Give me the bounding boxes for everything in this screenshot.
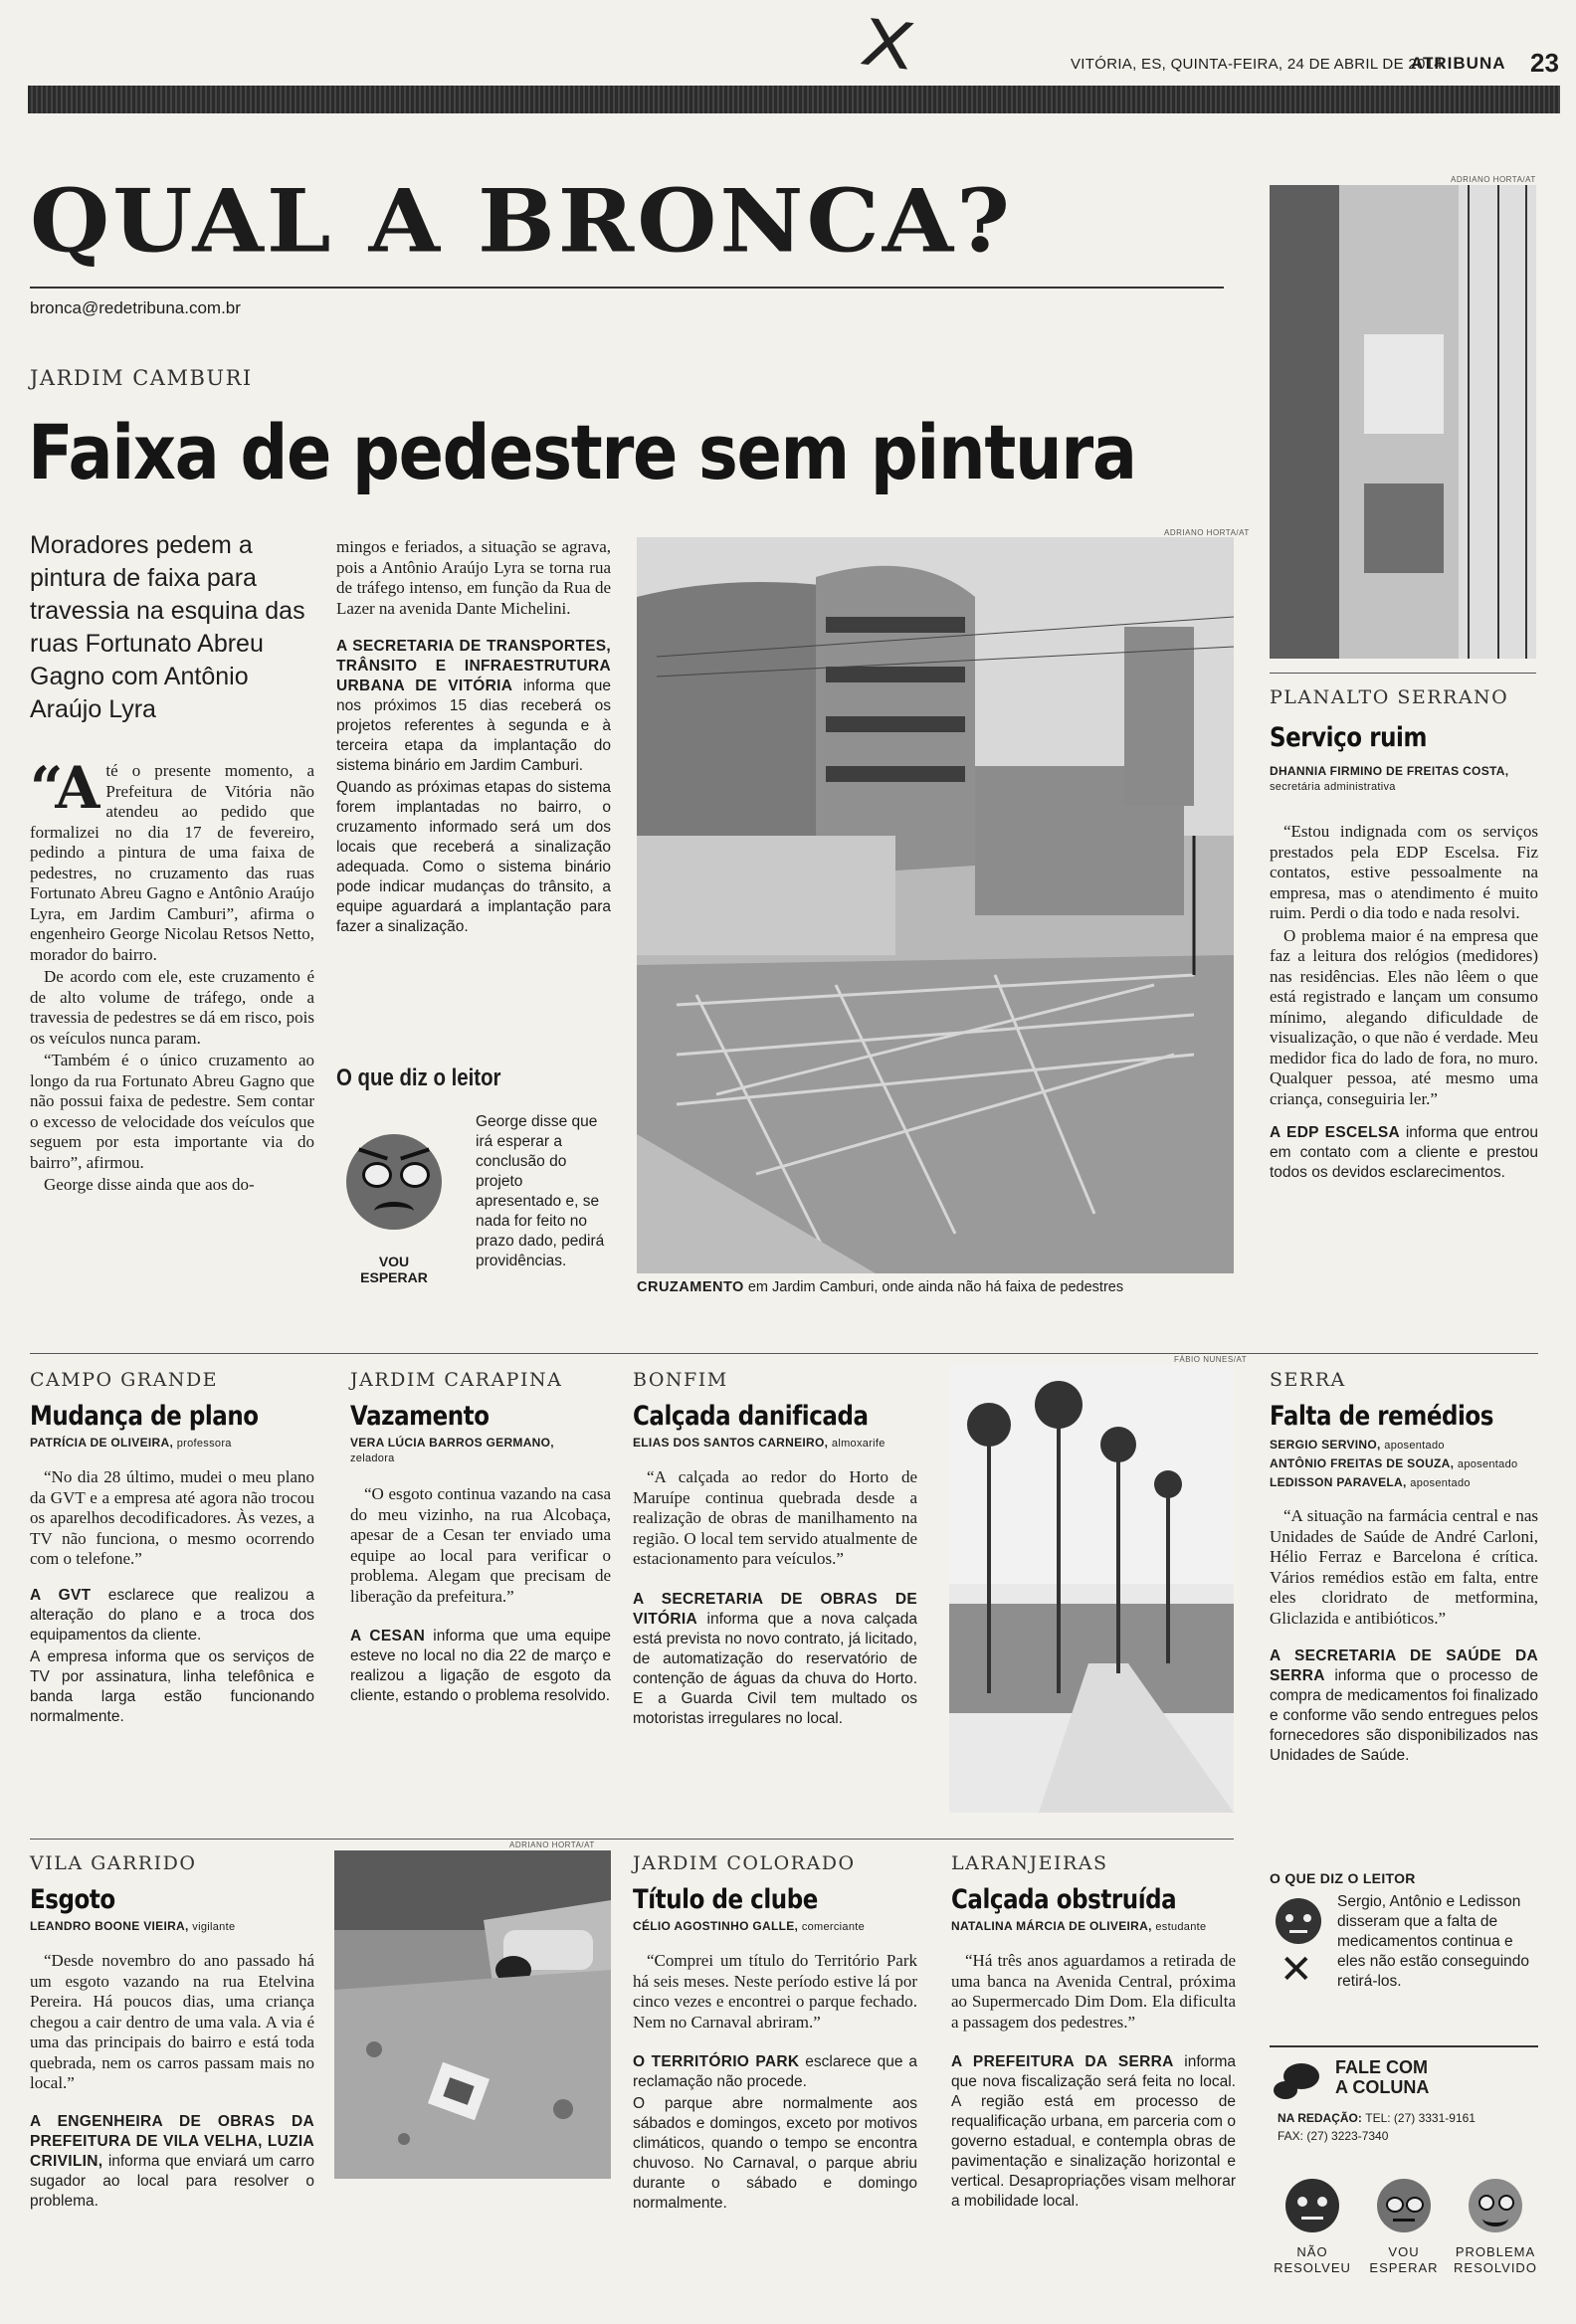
main-photo-credit: ADRIANO HORTA/AT — [1164, 528, 1250, 537]
bonfim-byline: ELIAS DOS SANTOS CARNEIRO, almoxarife — [633, 1436, 886, 1450]
section-rule — [30, 287, 1224, 289]
handwritten-mark: X — [855, 6, 920, 86]
legend — [1270, 2179, 1538, 2298]
main-col1: “Até o presente momento, a Prefeitura de Vitória não atendeu ao pedido que formalizei no dia 17 de fevereiro, pedindo a pintura de uma faixa de pedestres, no cruzamento das ruas Fortunato Abreu Gagno e Antônio Araújo Lyra, em Jardim Camburi”, afirma o engenheiro George Nicolau Retsos Netto, morador do bairro. De acordo com ele, este cruzamento é de alto volume de tráfego, onde a travessia de pedestres se dá em risco, pois os veículos nunca param. “Também é o único cruzamento ao longo da rua Fortunato Abreu Gagno que não possui faixa de pedestre. Sem contar o excesso de velocidade dos veículos que seguem por esta importante via do bairro”, afirmou. George disse ainda que aos do- — [30, 754, 314, 1194]
bonfim-story: BONFIM Calçada danificada ELIAS DOS SANTOS CARNEIRO, almoxarife “A calçada ao redor do Horto de Maruípe continua quebrada desde a realização de obras de manilhamento na região. O local tem servido atualmente de estacionamento para veículos.” A SECRETARIA DE OBRAS DE VITÓRIA informa que a nova calçada está prevista no novo contrato, já licitado, de automatização do reservatório de contenção de águas da chuva do Horto. E a Guarda Civil tem multado os motoristas irregulares no local. — [633, 1369, 917, 1727]
main-photo — [637, 537, 1234, 1273]
jardim-colorado-story: JARDIM COLORADO Título de clube CÉLIO AGOSTINHO GALLE, comerciante “Comprei um título do Território Park há seis meses. Neste período estive lá por cinco vezes e encontrei o parque fechado. Nem no Carnaval abriram.” O TERRITÓRIO PARK esclarece que a reclamação não procede. O parque abre normalmente aos sábados e domingos, exceto por motivos climáticos, quando o tempo se encontra chuvoso. No Carnaval, o parque abriu durante o sábado e domingo normalmente. — [633, 1852, 917, 2212]
planalto-byline: DHANNIA FIRMINO DE FREITAS COSTA, secretária administrativa — [1270, 764, 1509, 793]
jardim-carapina-byline: VERA LÚCIA BARROS GERMANO, zeladora — [350, 1436, 554, 1464]
intersection-photo — [637, 537, 1234, 1273]
cross-icon: ✕ — [1280, 1947, 1313, 1993]
reader-badge: VOU ESPERAR — [360, 1254, 428, 1285]
reader-title: O que diz o leitor — [336, 1065, 501, 1091]
jardim-colorado-title: Título de clube — [633, 1884, 818, 1915]
planalto-photo-credit: ADRIANO HORTA/AT — [1451, 175, 1536, 184]
legend-label-0: NÃO RESOLVEU — [1274, 2244, 1351, 2275]
main-headline: Faixa de pedestre sem pintura — [28, 408, 1136, 496]
laranjeiras-title: Calçada obstruída — [951, 1884, 1177, 1915]
serra-kicker: SERRA — [1270, 1369, 1346, 1391]
jardim-carapina-story: JARDIM CARAPINA Vazamento VERA LÚCIA BARROS GERMANO, zeladora “O esgoto continua vazando na casa do meu vizinho, na rua Alcobaça, apesar de a Cesan ter enviado uma equipe ao local para verificar o problema. Alegam que precisam de liberação da prefeitura.” A CESAN informa que uma equipe esteve no local no dia 22 de março e realizou a ligação de esgoto da cliente, estando o problema resolvido. — [350, 1369, 611, 1704]
laranjeiras-byline: NATALINA MÁRCIA DE OLIVEIRA, estudante — [951, 1919, 1207, 1933]
vila-garrido-kicker: VILA GARRIDO — [30, 1852, 197, 1874]
serra-reader-title: O QUE DIZ O LEITOR — [1270, 1870, 1416, 1886]
bonfim-kicker: BONFIM — [633, 1369, 728, 1391]
waiting-face-icon — [346, 1134, 442, 1230]
vila-garrido-byline: LEANDRO BOONE VIEIRA, vigilante — [30, 1919, 236, 1933]
planalto-body: “Estou indignada com os serviços prestados pela EDP Escelsa. Fiz contatos, estive pessoalmente na empresa, mas o atendimento é muito ruim. Perdi o dia todo e nada resolvi. O problema maior é na empresa que faz a leitura dos relógios (medidores) nas residências. Eles não lêem o que está registrado e lançam um consumo mínimo, alegando dificuldade de visualização, o que não é verdade. Meu medidor fica do lado de fora, no muro. Qualquer pessoa, até mesmo uma criança, conseguiria ler.” A EDP ESCELSA informa que entrou em contato com a cliente e prestou todos os devidos esclarecimentos. — [1270, 822, 1538, 1181]
campo-grande-kicker: CAMPO GRANDE — [30, 1369, 219, 1391]
sewage-street-photo — [334, 1850, 611, 2179]
laranjeiras-story: LARANJEIRAS Calçada obstruída NATALINA MÁRCIA DE OLIVEIRA, estudante “Há três anos aguardamos a retirada de uma banca na Avenida Central, próxima ao Supermercado Dim Dom. Ela dificulta a passagem dos pedestres.” A PREFEITURA DA SERRA informa que nova fiscalização será feita no local. A região está em processo de requalificação urbana, em parceria com o governo estadual, e contempla obras de pavimentação e sinalização horizontal e vertical. Desapropriações visam melhorar a mobilidade local. — [951, 1852, 1236, 2210]
bonfim-photo — [949, 1365, 1234, 1813]
reader-text: George disse que irá esperar a conclusão do projeto apresentado e, se nada for feito no prazo dado, pedirá providências. — [476, 1113, 605, 1269]
dateline: VITÓRIA, ES, QUINTA-FEIRA, 24 DE ABRIL DE 2014 — [1071, 56, 1443, 73]
serra-reader-box — [1270, 1870, 1538, 2010]
main-col2: mingos e feriados, a situação se agrava, pois a Antônio Araújo Lyra se torna rua de tráfego intenso, em função da Rua de Lazer na avenida Dante Michelini. A SECRETARIA DE TRANSPORTES, TRÂNSITO E INFRAESTRUTURA URBANA DE VITÓRIA informa que nos próximos 15 dias receberá os projetos referentes à segunda e à terceira etapa da implantação do sistema binário em Jardim Camburi. Quando as próximas etapas do sistema forem implantadas no bairro, o cruzamento informado será um dos locais que receberá a sinalização adequada. Como o sistema binário pode indicar mudanças do trânsito, a equipe aguardará a implantação para fazer a sinalização. — [336, 537, 611, 935]
brand-name: ATRIBUNA — [1411, 54, 1506, 73]
angry-face-icon — [1285, 2179, 1339, 2232]
vila-garrido-title: Esgoto — [30, 1884, 115, 1915]
planalto-kicker: PLANALTO SERRANO — [1270, 686, 1509, 708]
problem-solved-face-icon — [1469, 2179, 1522, 2232]
jardim-carapina-title: Vazamento — [350, 1401, 490, 1432]
waiting-face-icon — [1377, 2179, 1431, 2232]
contact-box — [1270, 2045, 1538, 2167]
jardim-colorado-kicker: JARDIM COLORADO — [633, 1852, 856, 1874]
campo-grande-byline: PATRÍCIA DE OLIVEIRA, professora — [30, 1436, 232, 1450]
bonfim-photo-credit: FÁBIO NUNES/AT — [1174, 1355, 1248, 1364]
contact-phone: NA REDAÇÃO: TEL: (27) 3331-9161 — [1278, 2111, 1476, 2125]
jardim-colorado-byline: CÉLIO AGOSTINHO GALLE, comerciante — [633, 1919, 866, 1933]
legend-label-2: PROBLEMA RESOLVIDO — [1454, 2244, 1537, 2275]
header-band — [28, 86, 1560, 113]
main-deck: Moradores pedem a pintura de faixa para travessia na esquina das ruas Fortunato Abreu Gagno com Antônio Araújo Lyra — [30, 531, 305, 723]
bonfim-title: Calçada danificada — [633, 1401, 869, 1432]
contact-title: FALE COM A COLUNA — [1335, 2057, 1430, 2097]
main-kicker: JARDIM CAMBURI — [30, 366, 253, 390]
angry-face-icon — [1276, 1898, 1321, 1944]
main-caption: CRUZAMENTO em Jardim Camburi, onde ainda não há faixa de pedestres — [637, 1279, 1124, 1295]
vila-garrido-photo — [334, 1850, 611, 2179]
vila-garrido-photo-credit: ADRIANO HORTA/AT — [509, 1840, 595, 1849]
section-title: QUAL A BRONCA? — [30, 169, 1014, 273]
wall-meter-photo — [1270, 185, 1536, 659]
dropcap: “A — [30, 754, 100, 822]
jardim-carapina-kicker: JARDIM CARAPINA — [350, 1369, 563, 1391]
middle-row-rule — [30, 1353, 1538, 1354]
serra-reader-text: Sergio, Antônio e Ledisson disseram que a falta de medicamentos continua e eles não estão conseguindo retirá-los. — [1337, 1893, 1530, 1990]
section-email: bronca@redetribuna.com.br — [30, 298, 241, 317]
bottom-row-rule — [30, 1839, 1234, 1840]
page-number: 23 — [1530, 48, 1559, 78]
palm-street-photo — [949, 1365, 1234, 1813]
serra-story: SERRA Falta de remédios SERGIO SERVINO, aposentado ANTÔNIO FREITAS DE SOUZA, aposentado LEDISSON PARAVELA, aposentado “A situação na farmácia central e nas Unidades de Saúde de André Carloni, Hélio Ferraz e Barcelona é crítica. Vários remédios estão em falta, entre eles cloridrato de metformina, Gliclazida e antibióticos.” A SECRETARIA DE SAÚDE DA SERRA informa que o processo de compra de medicamentos foi finalizado e conforme vão sendo entregues pelos fornecedores são disponibilizados nas Unidades de Saúde. — [1270, 1369, 1538, 1764]
contact-fax: FAX: (27) 3223-7340 — [1278, 2129, 1389, 2143]
planalto-title: Serviço ruim — [1270, 722, 1427, 753]
response-lead: A SECRETARIA DE TRANSPORTES, TRÂNSITO E INFRAESTRUTURA URBANA DE VITÓRIA — [336, 638, 611, 694]
laranjeiras-kicker: LARANJEIRAS — [951, 1852, 1108, 1874]
speech-bubble-icon-small — [1274, 2081, 1297, 2099]
legend-label-1: VOU ESPERAR — [1369, 2244, 1439, 2275]
serra-bylines: SERGIO SERVINO, aposentado ANTÔNIO FREITAS DE SOUZA, aposentado LEDISSON PARAVELA, aposentado — [1270, 1438, 1518, 1489]
campo-grande-story: CAMPO GRANDE Mudança de plano PATRÍCIA DE OLIVEIRA, professora “No dia 28 último, mudei o meu plano da GVT e a empresa até agora não trocou os aparelhos decodificadores. Às vezes, a TV não funciona, o mesmo ocorrendo com o telefone.” A GVT esclarece que realizou a alteração do plano e a troca dos equipamentos da cliente. A empresa informa que os serviços de TV por assinatura, linha telefônica e banda larga estão funcionando normalmente. — [30, 1369, 314, 1725]
serra-title: Falta de remédios — [1270, 1401, 1493, 1432]
vila-garrido-story: VILA GARRIDO Esgoto LEANDRO BOONE VIEIRA, vigilante “Desde novembro do ano passado há um esgoto vazando na rua Etelvina Pereira. Há poucos dias, uma criança chegou a cair dentro de uma vala. A via é uma das principais do bairro e está toda quebrada, nem os carros passam mais no local.” A ENGENHEIRA DE OBRAS DA PREFEITURA DE VILA VELHA, LUZIA CRIVILIN, informa que enviará um carro sugador ao local para resolver o problema. — [30, 1852, 314, 2210]
campo-grande-title: Mudança de plano — [30, 1401, 259, 1432]
planalto-photo — [1270, 185, 1536, 659]
reader-box — [336, 1065, 611, 1303]
planalto-rule — [1270, 673, 1536, 674]
